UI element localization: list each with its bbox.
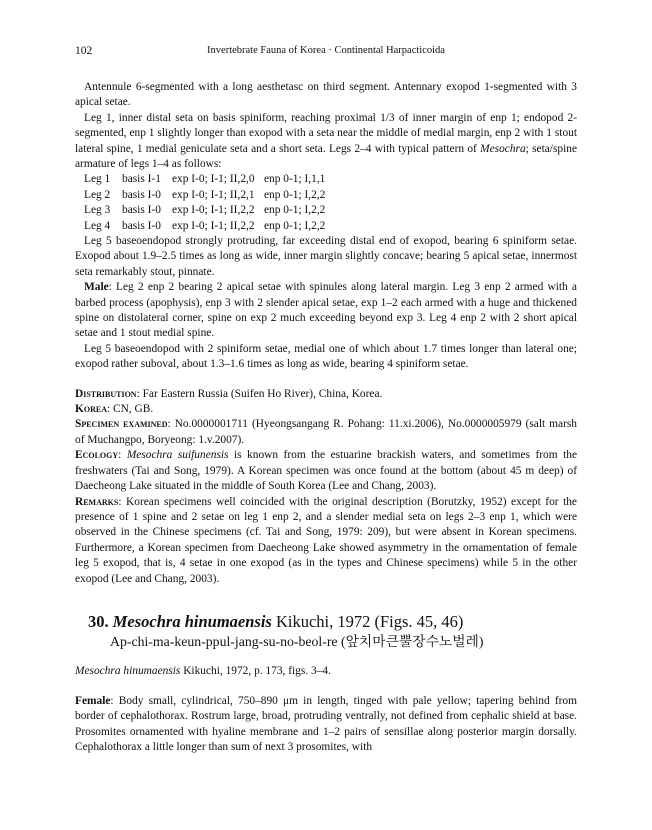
running-title: Invertebrate Fauna of Korea · Continental Harpacticoida	[207, 45, 445, 56]
remarks-label: Remarks	[75, 495, 119, 508]
female-paragraph	[75, 694, 577, 756]
basis-cell: basis I-0	[122, 219, 161, 232]
enp-cell: enp 0-1; I,2,2	[264, 188, 326, 201]
korea-paragraph	[75, 402, 577, 417]
leg-cell: Leg 3	[84, 204, 111, 217]
distribution-label: Distribution	[75, 387, 137, 400]
male-leg5-paragraph: Leg 5 baseoendopod with 2 spiniform setae, medial one of which about 1.7 times longer than lateral one; exopod rather suboval, about 1.3–1.6 times as long as wide, bearing 4 spiniform setae.	[75, 342, 577, 371]
korea-text: : CN, GB.	[106, 403, 154, 416]
table-row	[75, 188, 577, 203]
synonym-species: Mesochra hinumaensis	[75, 665, 181, 677]
female-label: Female	[75, 695, 111, 707]
spacer	[75, 373, 577, 387]
leg1-text-b: ; seta/spine armature of legs 1–4 as follows:	[75, 142, 577, 171]
specimen-text: : No.0000001711 (Hyeongsangang R. Pohang: 11.xi.2006), No.0000005979 (salt marsh of Muchangpo, Boryeong: 1.v.2007).	[75, 418, 577, 446]
leg-cell: Leg 2	[84, 188, 111, 201]
basis-cell: basis I-0	[122, 204, 161, 217]
ecology-text: is known from the estuarine brackish waters, and sometimes from the freshwaters (Tai and Song, 1979). A Korean specimen was once found at the bottom (about 45 m deep) of Daecheong Lake situated in the middle of South Korea (Lee and Chang, 2003).	[75, 449, 577, 493]
leg-cell: Leg 4	[84, 219, 111, 232]
ecology-pre: :	[118, 449, 127, 462]
synonym-ref: Kikuchi, 1972, p. 173, figs. 3–4.	[180, 665, 331, 677]
leg1-paragraph	[75, 111, 577, 173]
female-block	[75, 694, 577, 756]
remarks-paragraph	[75, 495, 577, 587]
table-row	[75, 219, 577, 234]
description-block	[75, 80, 577, 587]
exp-cell: exp I-0; I-1; II,2,2	[172, 204, 255, 217]
exp-cell: exp I-0; I-1; II,2,2	[172, 219, 255, 232]
leg-cell: Leg 1	[84, 173, 111, 186]
enp-cell: enp 0-1; I,2,2	[264, 219, 326, 232]
leg1-genus: Mesochra	[480, 142, 526, 155]
female-text: : Body small, cylindrical, 750–890 μm in length, tinged with pale yellow; tapering behind from border of cephalothorax. Rostrum large, broad, protruding ventrally, not defined from cephalic shield at base. Prosomites ornamented with hyaline membrane and 1–2 pairs of sensillae along posterior margin dorsally. Cephalothorax a little longer than sum of next 3 prosomites, with	[75, 695, 577, 754]
leg1-text-a: Leg 1, inner distal seta on basis spiniform, reaching proximal 1/3 of inner margin of enp 1; endopod 2-segmented, enp 1 slightly longer than exopod with a seta near the middle of medial margin, enp 2 with 1 stout lateral spine, 1 medial geniculate seta and a short seta. Legs 2–4 with typical pattern of	[75, 111, 577, 155]
ecology-species: Mesochra suifunensis	[126, 449, 229, 462]
running-header	[75, 44, 577, 58]
species-authority: Kikuchi, 1972 (Figs. 45, 46)	[271, 612, 464, 631]
antennule-paragraph: Antennule 6-segmented with a long aesthetasc on third segment. Antennary exopod 1-segmented with 3 apical setae.	[75, 81, 577, 109]
basis-cell: basis I-1	[122, 173, 161, 186]
distribution-text: : Far Eastern Russia (Suifen Ho River), China, Korea.	[136, 387, 383, 400]
specimen-label: Specimen examined	[75, 418, 168, 431]
korea-label: Korea	[75, 403, 107, 416]
section-number: 30.	[88, 612, 109, 631]
specimen-paragraph	[75, 417, 577, 448]
exp-cell: exp I-0; I-1; II,2,1	[172, 188, 255, 201]
table-row	[75, 203, 577, 218]
enp-cell: enp 0-1; I,2,2	[264, 204, 326, 217]
species-heading	[88, 612, 558, 632]
basis-cell: basis I-0	[122, 188, 161, 201]
ecology-paragraph	[75, 448, 577, 494]
synonym-line	[75, 664, 577, 679]
table-row	[75, 172, 577, 187]
page-number: 102	[75, 45, 93, 57]
ecology-label: Ecology	[75, 449, 119, 462]
exp-cell: exp I-0; I-1; II,2,0	[172, 173, 255, 186]
species-name: Mesochra hinumaensis	[112, 612, 272, 631]
enp-cell: enp 0-1; I,1,1	[264, 173, 326, 186]
leg5-paragraph: Leg 5 baseoendopod strongly protruding, far exceeding distal end of exopod, bearing 6 spiniform setae. Exopod about 1.9–2.5 times as long as wide, inner margin slightly concave; bearing 5 apical setae, innermost seta remarkably stout, pinnate.	[75, 235, 577, 278]
korean-name: Ap-chi-ma-keun-ppul-jang-su-no-beol-re (앞치마큰뿔장수노벌레)	[110, 634, 484, 649]
male-paragraph	[75, 280, 577, 342]
leg-armature-table	[75, 172, 577, 234]
male-label: Male	[84, 281, 109, 294]
distribution-paragraph	[75, 387, 577, 402]
remarks-text: : Korean specimens well coincided with the original description (Borutzky, 1952) except for the presence of 1 spine and 2 setae on leg 1 enp 2, and a slender medial seta on legs 2–3 enp 1, which were observed in the Chinese specimens (cf. Tai and Song, 1979: 209), but were absent in Korean specimens. Furthermore, a Korean specimen from Daecheong Lake showed asymmetry in the ornamentation of female leg 5 exopod, that is, 4 setae in one exopod (as in the types and Chinese specimens) while 5 in the other exopod (Lee and Chang, 2003).	[75, 495, 577, 585]
male-text: : Leg 2 enp 2 bearing 2 apical setae with spinules along lateral margin. Leg 3 enp 2 armed with a barbed process (apophysis), enp 3 with 2 slender apical setae, exp 1–2 each armed with a huge and thickened spine on distolateral corner, spine on exp 2 much exceeding beyond exp 3. Leg 4 enp 2 with 2 short apical setae and 1 stout medial spine.	[75, 281, 577, 340]
